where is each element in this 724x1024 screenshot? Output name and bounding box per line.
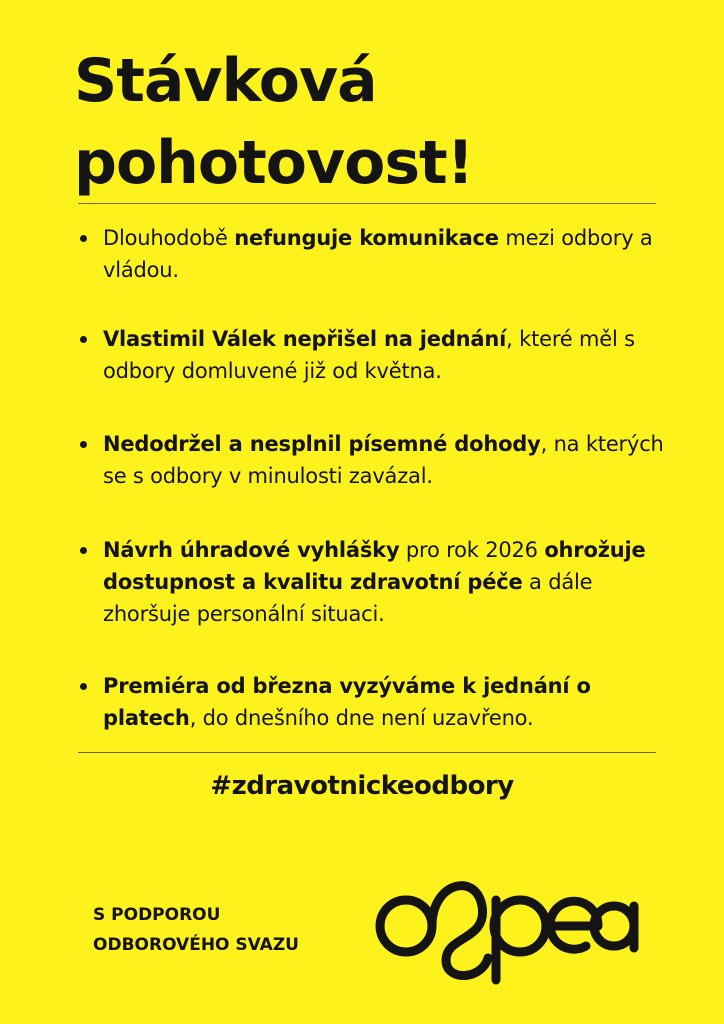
bullet-text-regular: , které měl s odbory domluvené již od května.	[103, 327, 635, 383]
bullet-text-bold: ohrožuje dostupnost a kvalitu zdravotní péče	[103, 538, 646, 594]
top-divider	[78, 203, 656, 204]
bullet-text-regular: , na kterých se s odbory v minulosti zavázal.	[103, 432, 664, 488]
bullet-dot-icon	[80, 547, 87, 554]
bullet-text-bold: Premiéra od března vyzýváme k jednání o platech	[103, 674, 591, 730]
bullet-dot-icon	[80, 441, 87, 448]
title-line-2: pohotovost!	[74, 128, 474, 198]
bullet-text	[103, 670, 670, 734]
bullet-text	[103, 222, 670, 286]
bottom-divider	[78, 752, 656, 753]
support-text	[93, 900, 373, 960]
support-line-2: ODBOROVÉHO SVAZU	[93, 935, 299, 955]
bullet-text	[103, 428, 670, 492]
bullet-item-decree	[80, 534, 670, 630]
bullet-dot-icon	[80, 235, 87, 242]
bullet-dot-icon	[80, 683, 87, 690]
bullet-item-meeting	[80, 323, 670, 387]
bullet-text-regular: a dále zhoršuje personální situaci.	[103, 570, 593, 626]
bullet-text-bold: Návrh úhradové vyhlášky	[103, 538, 400, 562]
bullet-text-regular: , do dnešního dne není uzavřeno.	[189, 706, 534, 730]
bullet-text	[103, 323, 670, 387]
bullet-text-bold: nefunguje komunikace	[234, 226, 499, 250]
bullet-text-regular: mezi odbory a vládou.	[103, 226, 653, 282]
bullet-item-communication	[80, 222, 670, 286]
bullet-text	[103, 534, 670, 630]
bullet-text-regular: pro rok 2026	[399, 538, 545, 562]
bullet-item-salaries	[80, 670, 670, 734]
page-title	[74, 40, 674, 204]
bullet-dot-icon	[80, 336, 87, 343]
bullet-text-bold: Vlastimil Válek nepřišel na jednání	[103, 327, 507, 351]
hashtag: #zdravotnickeodbory	[210, 771, 514, 801]
bullet-text-bold: Nedodržel a nesplnil písemné dohody	[103, 432, 541, 456]
title-line-1: Stávková	[74, 46, 377, 116]
bullet-item-agreements	[80, 428, 670, 492]
bullet-text-regular: Dlouhodobě	[103, 226, 235, 250]
ospea-logo	[372, 862, 642, 986]
support-line-1: S PODPOROU	[93, 905, 221, 925]
